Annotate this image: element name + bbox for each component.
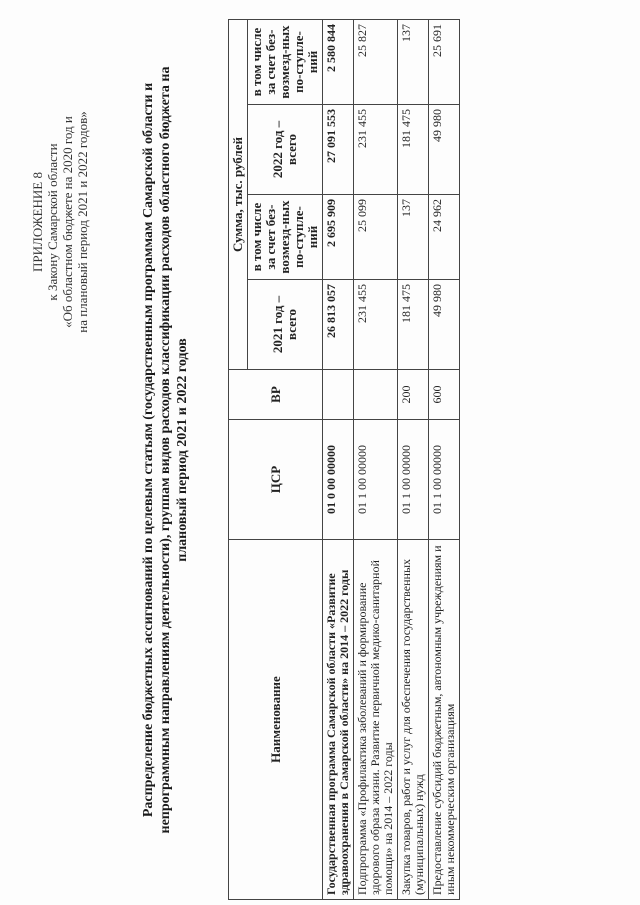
- table-row: [398, 20, 429, 900]
- row-vr: 200: [398, 370, 429, 420]
- row-name: Закупка товаров, работ и услуг для обеспечения государственных (муниципальных) нужд: [398, 540, 429, 900]
- header-csr: ЦСР: [229, 420, 323, 540]
- header-2022-free: в том числе за счет без-возмезд-ных по-ступле-ний: [248, 20, 323, 105]
- appendix-line-1: к Закону Самарской области: [45, 143, 60, 301]
- row-2021-free: 2 695 909: [323, 195, 354, 280]
- header-vr: ВР: [229, 370, 323, 420]
- row-2022-free: 2 580 844: [323, 20, 354, 105]
- row-2021-total: 231 455: [354, 280, 398, 370]
- document-title: Распределение бюджетных ассигнований по целевым статьям (государственным программам Самарской области и непрограммным направлениям деятельности), группам видов расходов классификации расходов областного бюджета на плановый период 2021 и 2022 годов: [141, 66, 190, 834]
- row-2022-total: 27 091 553: [323, 105, 354, 195]
- row-vr: [323, 370, 354, 420]
- row-csr: 01 1 00 00000: [354, 420, 398, 540]
- table-row: [323, 20, 354, 900]
- row-2022-free: 25 691: [429, 20, 460, 105]
- row-name: Предоставление субсидий бюджетным, автономным учреждениям и иным некоммерческим организациям: [429, 540, 460, 900]
- row-name: Государственная программа Самарской области «Развитие здравоохранения в Самарской области» на 2014 – 2022 годы: [323, 540, 354, 900]
- row-2021-free: 24 962: [429, 195, 460, 280]
- table-row: [429, 20, 460, 900]
- table-header-row: [229, 20, 248, 900]
- header-2022-total: 2022 год – всего: [248, 105, 323, 195]
- row-2021-total: 26 813 057: [323, 280, 354, 370]
- row-name: Подпрограмма «Профилактика заболеваний и формирование здорового образа жизни. Развитие первичной медико-санитарной помощи» на 2014 – 2022 годы: [354, 540, 398, 900]
- row-2022-total: 49 980: [429, 105, 460, 195]
- row-2021-free: 137: [398, 195, 429, 280]
- row-csr: 01 1 00 00000: [398, 420, 429, 540]
- row-2022-free: 25 827: [354, 20, 398, 105]
- row-vr: 600: [429, 370, 460, 420]
- budget-table: [228, 19, 460, 900]
- row-2022-free: 137: [398, 20, 429, 105]
- row-2021-total: 49 980: [429, 280, 460, 370]
- row-csr: 01 0 00 00000: [323, 420, 354, 540]
- row-2021-free: 25 099: [354, 195, 398, 280]
- appendix-line-2: «Об областном бюджете на 2020 год и: [60, 116, 75, 328]
- table-row: [354, 20, 398, 900]
- header-2021-total: 2021 год – всего: [248, 280, 323, 370]
- header-name: Наименование: [229, 540, 323, 900]
- header-sum-group: Сумма, тыс. рублей: [229, 20, 248, 370]
- appendix-line-3: на плановый период 2021 и 2022 годов»: [75, 111, 90, 333]
- row-2022-total: 181 475: [398, 105, 429, 195]
- row-2022-total: 231 455: [354, 105, 398, 195]
- row-vr: [354, 370, 398, 420]
- appendix-title: ПРИЛОЖЕНИЕ 8: [30, 172, 45, 272]
- appendix-header: [30, 22, 90, 422]
- header-2021-free: в том числе за счет без-возмезд-ных по-ступле-ний: [248, 195, 323, 280]
- row-2021-total: 181 475: [398, 280, 429, 370]
- row-csr: 01 1 00 00000: [429, 420, 460, 540]
